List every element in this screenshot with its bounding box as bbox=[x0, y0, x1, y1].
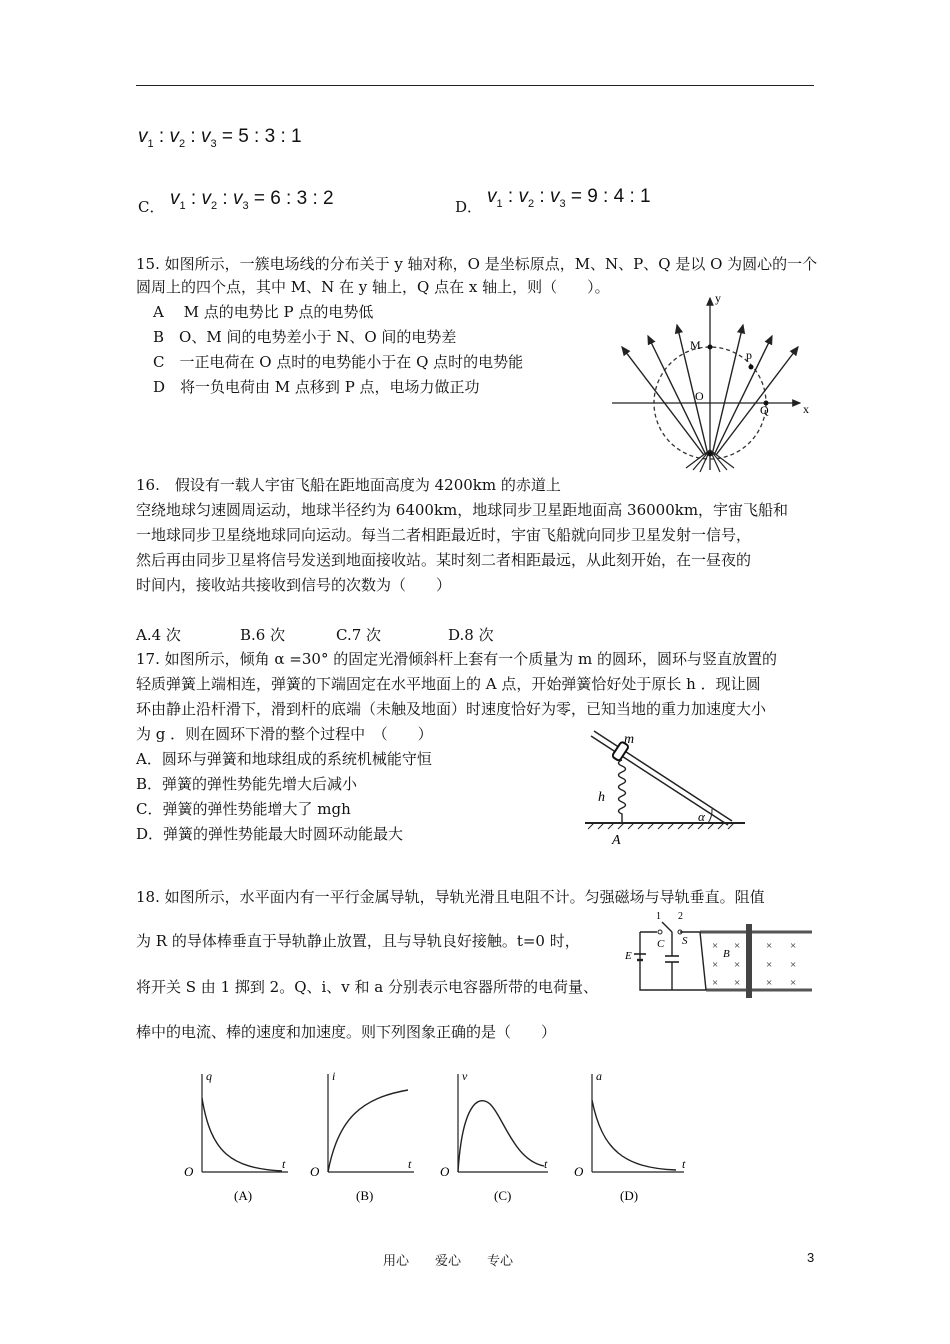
q17-line2: 轻质弹簧上端相连，弹簧的下端固定在水平地面上的 A 点，开始弹簧恰好处于原长 h ．现让圆 bbox=[136, 675, 761, 693]
q18-line4: 棒中的电流、棒的速度和加速度。则下列图象正确的是（ ） bbox=[136, 1023, 557, 1041]
graph-b-caption: (B) bbox=[356, 1188, 374, 1203]
formula-top: $v_1$ : $v_2$ : $v_3 = 5$ : 3 : 1 bbox=[138, 126, 302, 150]
q15-option-b: B O、M 间的电势差小于 N、O 间的电势差 bbox=[153, 328, 457, 346]
q16-line5: 时间内，接收站共接收到信号的次数为（ ） bbox=[136, 576, 452, 594]
q17-option-b: B．弹簧的弹性势能先增大后减小 bbox=[136, 775, 358, 793]
q18-line3: 将开关 S 由 1 掷到 2。Q、i、v 和 a 分别表示电容器所带的电荷量、 bbox=[136, 978, 599, 996]
q15-label-m: M bbox=[690, 338, 701, 352]
svg-text:×: × bbox=[734, 959, 741, 971]
graph-c-caption: (C) bbox=[494, 1188, 512, 1203]
q15-field-figure bbox=[600, 290, 830, 475]
q15-label-y: y bbox=[715, 291, 721, 305]
q17-line3: 环由静止沿杆滑下，滑到杆的底端（未触及地面）时速度恰好为零，已知当地的重力加速度大小 bbox=[136, 700, 767, 718]
svg-text:×: × bbox=[790, 959, 797, 971]
q17-option-d: D．弹簧的弹性势能最大时圆环动能最大 bbox=[136, 825, 404, 843]
svg-text:×: × bbox=[766, 977, 773, 989]
q18-label-s: S bbox=[682, 935, 688, 947]
graph-c-axis-y: v bbox=[462, 1069, 468, 1083]
graph-a-caption: (A) bbox=[234, 1188, 253, 1203]
q18-circuit-figure bbox=[620, 910, 820, 1002]
q17-label-a: A bbox=[612, 833, 621, 848]
page-number: 3 bbox=[807, 1250, 815, 1265]
graph-d-origin: O bbox=[574, 1164, 584, 1179]
q15-label-x: x bbox=[803, 402, 809, 416]
q18-label-1: 1 bbox=[656, 911, 661, 922]
q17-option-a: A．圆环与弹簧和地球组成的系统机械能守恒 bbox=[136, 750, 432, 768]
graph-a-origin: O bbox=[184, 1164, 194, 1179]
svg-text:×: × bbox=[766, 959, 773, 971]
option-d-formula: $v_1$ : $v_2$ : $v_3 = 9$ : 4 : 1 bbox=[487, 186, 651, 210]
q17-incline-figure bbox=[580, 725, 755, 850]
svg-text:×: × bbox=[734, 940, 741, 952]
q16-option-d: D.8 次 bbox=[448, 626, 494, 644]
svg-text:×: × bbox=[790, 977, 797, 989]
q18-line2: 为 R 的导体棒垂直于导轨静止放置，且与导轨良好接触。t=0 时， bbox=[136, 932, 580, 950]
footer-motto: 用心 爱心 专心 bbox=[383, 1254, 514, 1269]
graph-b-origin: O bbox=[310, 1164, 320, 1179]
graph-c-axis-x: t bbox=[544, 1157, 548, 1171]
q15-option-d: D 将一负电荷由 M 点移到 P 点，电场力做正功 bbox=[153, 378, 480, 396]
q17-option-c: C．弹簧的弹性势能增大了 mgh bbox=[136, 800, 351, 818]
q16-option-a: A.4 次 bbox=[136, 626, 181, 644]
q15-option-a: A M 点的电势比 P 点的电势低 bbox=[153, 303, 374, 321]
q17-label-m: m bbox=[624, 732, 635, 747]
q16-line3: 一地球同步卫星绕地球同向运动。每当二者相距最近时，宇宙飞船就向同步卫星发射一信号， bbox=[136, 526, 752, 544]
graph-c-origin: O bbox=[440, 1164, 450, 1179]
q17-line1: 17. 如图所示，倾角 α =30° 的固定光滑倾斜杆上套有一个质量为 m 的圆环，圆环与竖直放置的 bbox=[136, 650, 777, 668]
q16-line2: 空绕地球匀速圆周运动，地球半径约为 6400km，地球同步卫星距地面高 36000km，宇宙飞船和 bbox=[136, 501, 789, 519]
q18-line1: 18. 如图所示，水平面内有一平行金属导轨，导轨光滑且电阻不计。匀强磁场与导轨垂直。阻值 bbox=[136, 888, 765, 906]
q18-label-b: B bbox=[723, 948, 730, 960]
q17-line4: 为 g ．则在圆环下滑的整个过程中 （ ） bbox=[136, 725, 433, 743]
q18-label-e: E bbox=[625, 950, 632, 962]
q16-line4: 然后再由同步卫星将信号发送到地面接收站。某时刻二者相距最远，从此刻开始，在一昼夜的 bbox=[136, 551, 752, 569]
svg-text:×: × bbox=[712, 959, 719, 971]
svg-text:×: × bbox=[734, 977, 741, 989]
q18-graph-a bbox=[176, 1068, 296, 1208]
q16-option-c: C.7 次 bbox=[336, 626, 382, 644]
option-c-formula: $v_1$ : $v_2$ : $v_3 = 6$ : 3 : 2 bbox=[170, 188, 334, 212]
q15-stem-line2: 圆周上的四个点，其中 M、N 在 y 轴上，Q 点在 x 轴上，则（ ）。 bbox=[136, 278, 610, 296]
q15-label-p: p bbox=[746, 348, 752, 362]
svg-text:×: × bbox=[766, 940, 773, 952]
q18-label-c: C bbox=[657, 938, 665, 950]
graph-a-axis-y: q bbox=[206, 1069, 212, 1083]
q16-option-b: B.6 次 bbox=[240, 626, 286, 644]
q17-label-alpha: α bbox=[698, 809, 705, 824]
graph-a-axis-x: t bbox=[282, 1157, 286, 1171]
graph-b-axis-y: i bbox=[332, 1069, 336, 1083]
svg-text:×: × bbox=[712, 940, 719, 952]
header-rule bbox=[136, 85, 814, 86]
q15-label-q: Q bbox=[760, 403, 769, 417]
graph-d-axis-y: a bbox=[596, 1069, 602, 1083]
svg-text:×: × bbox=[712, 977, 719, 989]
q16-line1: 16. 假设有一载人宇宙飞船在距地面高度为 4200km 的赤道上 bbox=[136, 476, 561, 494]
svg-text:×: × bbox=[790, 940, 797, 952]
graph-d-axis-x: t bbox=[682, 1157, 686, 1171]
graph-d-caption: (D) bbox=[620, 1188, 639, 1203]
option-c-label: C． bbox=[138, 198, 165, 216]
q18-graph-d bbox=[566, 1068, 691, 1208]
q15-option-c: C 一正电荷在 O 点时的电势能小于在 Q 点时的电势能 bbox=[153, 353, 524, 371]
q15-stem-line1: 15. 如图所示，一簇电场线的分布关于 y 轴对称，O 是坐标原点，M、N、P、Q 是以 O 为圆心的一个 bbox=[136, 255, 818, 273]
q15-label-o: O bbox=[695, 389, 704, 403]
q17-label-h: h bbox=[598, 790, 605, 805]
q18-label-2: 2 bbox=[678, 911, 683, 922]
graph-b-axis-x: t bbox=[408, 1157, 412, 1171]
q18-graph-c bbox=[432, 1068, 557, 1208]
option-d-label: D． bbox=[455, 198, 483, 216]
q18-graph-b bbox=[302, 1068, 422, 1208]
